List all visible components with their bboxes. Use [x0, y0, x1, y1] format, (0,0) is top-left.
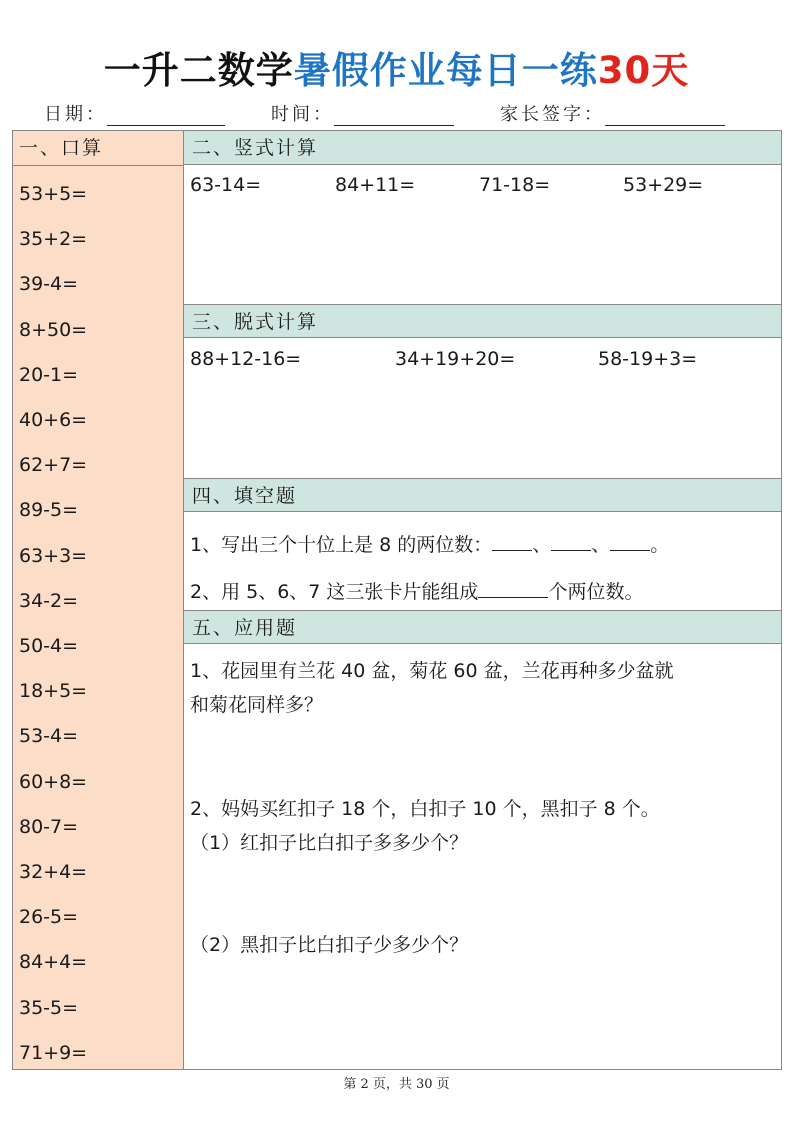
word-problem-2-sub-2: （2）黑扣子比白扣子少多少个？: [190, 934, 469, 956]
oral-item: 20-1=: [19, 363, 79, 386]
oral-item: 35+2=: [19, 228, 88, 251]
date-label: 日期：: [44, 104, 107, 125]
page-footer: 第 2 页，共 30 页: [343, 1077, 450, 1092]
oral-item: 32+4=: [19, 861, 88, 883]
fill-q1-separator-2: 、: [591, 534, 611, 556]
oral-calculation-header: 一、口算: [13, 131, 183, 166]
worksheet-title: [0, 40, 793, 94]
fill-q1-text: 1、写出三个十位上是 8 的两位数：: [190, 534, 493, 556]
oral-item: 34-2=: [19, 589, 79, 612]
parent-signature-field: [500, 100, 725, 126]
stepwise-item-2: 34+19+20=: [395, 348, 516, 370]
fill-question-2: [190, 577, 643, 604]
fill-q2-suffix: 个两位数。: [548, 581, 644, 603]
vertical-item-1: 63-14=: [190, 174, 262, 196]
fill-q2-blank: [478, 579, 548, 598]
parent-signature-label: 家长签字：: [500, 104, 605, 125]
fill-q1-blank-2: [551, 532, 591, 551]
time-blank: [334, 103, 454, 126]
oral-item: 50-4=: [19, 635, 79, 657]
fill-q1-blank-3: [610, 532, 650, 551]
word-problem-1-line-1: 1、花园里有兰花 40 盆，菊花 60 盆，兰花再种多少盆就: [190, 660, 674, 682]
time-field: [271, 100, 454, 126]
oral-item: 53+5=: [19, 183, 88, 205]
fill-q1-blank-1: [492, 532, 532, 551]
fill-q1-end: 。: [650, 534, 670, 556]
fill-q2-text: 2、用 5、6、7 这三张卡片能组成: [190, 581, 479, 603]
worksheet-grid: [12, 130, 782, 1070]
title-part-days: 30天: [597, 49, 690, 92]
vertical-calculation-header: 二、竖式计算: [184, 131, 781, 165]
oral-item: 53-4=: [19, 725, 79, 748]
oral-item: 80-7=: [19, 815, 79, 838]
oral-item: 84+4=: [19, 951, 88, 974]
info-row: [0, 100, 793, 130]
oral-item: 26-5=: [19, 906, 79, 929]
oral-item: 60+8=: [19, 770, 88, 793]
vertical-item-4: 53+29=: [623, 174, 704, 196]
stepwise-item-1: 88+12-16=: [190, 348, 302, 370]
title-part-homework: 暑假作业每日一练: [293, 49, 598, 92]
vertical-item-3: 71-18=: [479, 174, 551, 196]
fill-in-header: 四、填空题: [184, 478, 781, 512]
time-label: 时间：: [271, 104, 334, 125]
parent-signature-blank: [605, 103, 725, 126]
oral-item: 62+7=: [19, 454, 88, 477]
oral-item: 71+9=: [19, 1041, 88, 1064]
title-part-grade: 一升二数学: [103, 49, 294, 92]
oral-item: 8+50=: [19, 318, 88, 341]
oral-item: 39-4=: [19, 273, 79, 296]
oral-item: 89-5=: [19, 499, 79, 522]
oral-calculation-column: [13, 131, 184, 1069]
oral-item: 63+3=: [19, 544, 88, 567]
vertical-item-2: 84+11=: [335, 174, 416, 196]
fill-q1-separator-1: 、: [532, 534, 552, 556]
stepwise-calculation-header: 三、脱式计算: [184, 304, 781, 338]
word-problems-header: 五、应用题: [184, 610, 781, 644]
oral-item: 40+6=: [19, 409, 88, 431]
word-problem-1-line-2: 和菊花同样多？: [190, 694, 324, 716]
date-blank: [107, 103, 225, 126]
word-problem-2-sub-1: （1）红扣子比白扣子多多少个？: [190, 832, 469, 854]
oral-item: 18+5=: [19, 680, 88, 703]
date-field: [44, 100, 225, 126]
oral-item: 35-5=: [19, 996, 79, 1019]
word-problem-2-line-1: 2、妈妈买红扣子 18 个，白扣子 10 个，黑扣子 8 个。: [190, 798, 660, 820]
stepwise-item-3: 58-19+3=: [598, 348, 698, 370]
fill-question-1: [190, 530, 669, 557]
